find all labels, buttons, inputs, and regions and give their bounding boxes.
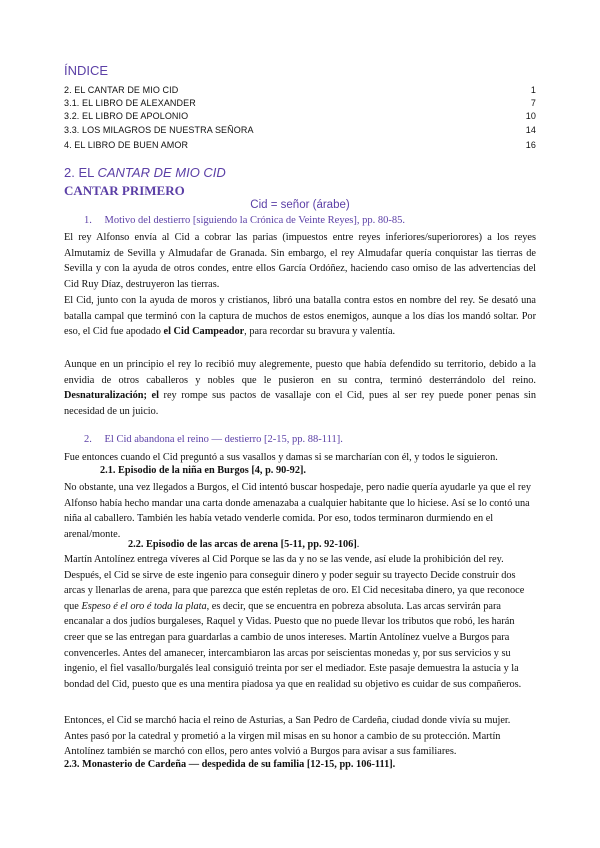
list-item-destierro [84,434,343,445]
paragraph [64,552,536,692]
toc-entry[interactable] [64,98,536,108]
toc-entry-label: 4. EL LIBRO DE BUEN AMOR [64,140,189,150]
subheading: 2.1. Episodio de la niña en Burgos [4, p. 90-92]. [100,465,306,476]
toc-entry-label: 3.2. EL LIBRO DE APOLONIO [64,111,189,121]
toc-entry[interactable] [64,140,536,150]
section-heading [64,165,226,180]
toc-entry[interactable] [64,111,536,121]
list-number: 2. [84,434,92,445]
paragraph-text: Martín Antolínez entrega víveres al Cid Porque se las da y no se las vende, así elude la prohibición del rey. Después, el Cid se sirve de este ingenio para conseguir dinero y poder seguir su trayecto Decide construir dos arcas y llenarlas de arena, para que parezca que estén repletas de oro. El Cid necesitaba dinero, ya que reconoce que [64,554,525,612]
list-item-motivo [84,215,405,226]
toc-entry-page: 14 [525,125,536,135]
index-title: ÍNDICE [64,63,109,78]
paragraph: Fue entonces cuando el Cid preguntó a sus vasallos y damas si se marcharían con él, y todos le siguieron. [64,452,498,463]
toc-entry-page: 16 [525,140,536,150]
paragraph-text: , es decir, que se encuentra en pobreza absoluta. Las arcas servirán para encanalar a dos judíos burgaleses, Raquel y Vidas. Puesto que no puede llevar los tributos que robó, les harán creer que se las entregan para guardarlas a cambio de unos intereses. Martín Antolínez vuelve a Burgos para convencerles. Antes del amanecer, intercambiaron las arcas por seiscientas monedas y, por sus servicios y su ingenio, el fiel vasallo/burgalés leal consiguió treinta por ser el mediador. Este pasaje demuestra la astucia y la bondad del Cid, puesto que es una mentira piadosa ya que en realidad su objetivo es cuidar de sus compañeros. [64,600,522,690]
toc-entry-page: 7 [530,98,536,108]
cid-definition: Cid = señor (árabe) [250,199,350,211]
subheading-end: . [356,539,360,550]
paragraph-text: rey rompe sus pactos de vasallaje con el Cid, pues al ser rey puede poner penas sin necesidad de un juicio. [64,390,536,417]
toc-entry-page: 10 [525,111,536,121]
paragraph-bold: Desnaturalización; el [64,390,159,402]
paragraph-text: El Cid, junto con la ayuda de moros y cristianos, libró una batalla contra estos en nombre del rey. Se desató una batalla campal que terminó con la captura de muchos de estos enemigos, aunque a los días los mandó soltar. Por eso, el Cid fue apodado [64,295,536,338]
toc-entry[interactable] [64,85,536,95]
subheading [128,539,359,550]
section-title: CANTAR DE MIO CID [97,165,226,180]
paragraph: Entonces, el Cid se marchó hacia el reino de Asturias, a San Pedro de Cardeña, ciudad donde vivía su mujer. Antes pasó por la catedral y prometió a la virgen mil misas en su honor a cambio de su protección. Martín Antolínez también se marchó con ellos, pero antes volvió a Burgos para avisar a sus familiares. [64,715,511,758]
paragraph-bold: el Cid Campeador [163,326,245,338]
subheading: 2.3. Monasterio de Cardeña — despedida de su familia [12-15, pp. 106-111]. [64,759,396,770]
paragraph: El rey Alfonso envía al Cid a cobrar las parias (impuestos entre reyes inferiores/superiorores) a los reyes Almutamiz de Sevilla y Almudafar de Granada. Sin embargo, el rey Almudafar quería conquistar las tierras de Sevilla y con la ayuda de otros condes, entre ellos García Ordóñez, haciendo caso omiso de las advertencias del Cid Ruy Díaz, destruyeron las tierras. [64,232,536,290]
list-number: 1. [84,215,92,226]
list-text: Motivo del destierro [siguiendo la Crónica de Veinte Reyes], pp. 80-85. [104,215,405,226]
paragraph: No obstante, una vez llegados a Burgos, el Cid intentó buscar hospedaje, pero nadie quería ayudarle ya que el rey Alfonso había hecho mandar una carta donde amenazaba a cualquier habitante que lo hiciese. Así se lo contó una niña al caballero. También les había vetado venderle comida. Por eso, todos terminaron durmiendo en el arenal/monte. [64,482,532,540]
subheading-text: 2.2. Episodio de las arcas de arena [5-11, pp. 92-106] [128,539,357,550]
toc-entry-label: 2. EL CANTAR DE MIO CID [64,85,179,95]
toc-entry[interactable] [64,125,536,135]
list-text: El Cid abandona el reino — destierro [2-15, pp. 88-111]. [104,434,343,445]
paragraph-italic: Espeso é el oro é toda la plata [81,600,207,612]
cantar-heading: CANTAR PRIMERO [64,183,185,198]
paragraph [64,293,536,340]
toc-entry-page: 1 [530,85,536,95]
paragraph-text: , para recordar su bravura y valentía. [244,326,396,338]
section-number: 2. EL [64,165,98,180]
paragraph [64,357,536,419]
toc-entry-label: 3.1. EL LIBRO DE ALEXANDER [64,98,196,108]
paragraph-text: Aunque en un principio el rey lo recibió muy alegremente, puesto que había defendido su territorio, debido a la envidia de otros caballeros y nobles que le pusieron en su contra, terminó desterrándolo del reino. [64,359,536,386]
toc-entry-label: 3.3. LOS MILAGROS DE NUESTRA SEÑORA [64,125,254,135]
